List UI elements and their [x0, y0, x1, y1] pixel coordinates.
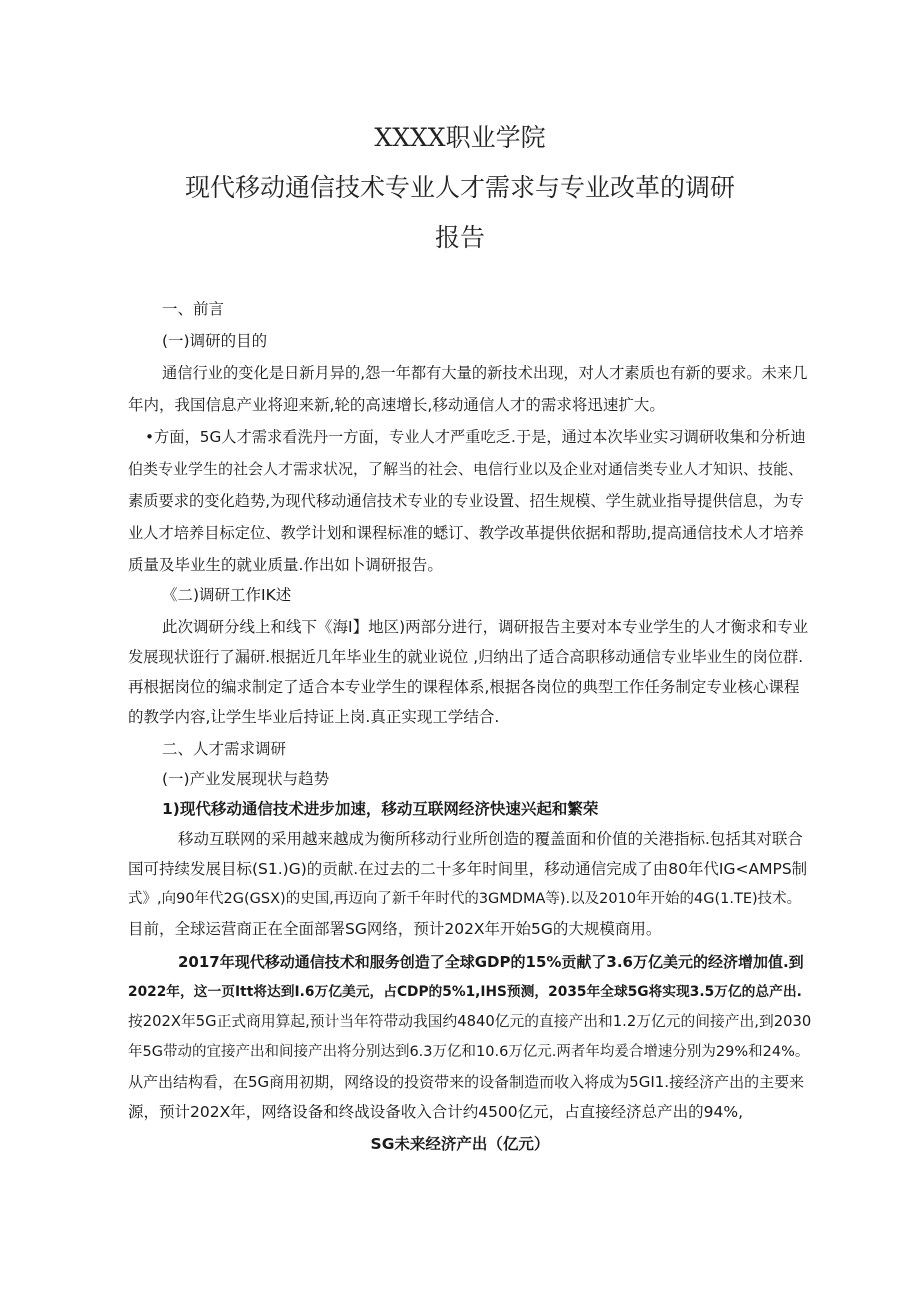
paragraph-line: 源，预计202X年，网络设备和终战设备收入合计约4500亿元，占直接经济总产出的94%,: [128, 1103, 744, 1121]
paragraph-line: 的教学内容,让学生毕业后持证上岗.真正实现工学结合.: [128, 708, 500, 726]
section-heading-demand: 二、人才需求调研: [162, 740, 287, 758]
paragraph-line: 年内，我国信息产业将迎来新,轮的高速增长,移动通信人才的需求将迅速扩大。: [128, 396, 665, 414]
paragraph-line: 2022年，这一页Itt将达到I.6万亿美元，占CDP的5%1,IHS预测，2035年全球5G将实现3.5万亿的总产出.: [128, 984, 802, 1000]
subsection-heading-purpose: (一)调研的目的: [162, 332, 268, 350]
paragraph-line: 发展现状诳行了漏研.根据近几年毕业生的就业说位 ,归纳出了适合高职移动通信专业毕业生的岗位群.: [128, 648, 804, 666]
paragraph-line: 移动互联网的采用越来越成为衡所移动行业所创造的覆盖面和价值的关港指标.包括其对联合: [178, 830, 803, 848]
paragraph-line: 再根据岗位的编求制定了适合本专业学生的课程体系,根据各岗位的典型工作任务制定专业核心课程: [128, 678, 800, 696]
paragraph-line: 质量及毕业生的就业质量.作出如卜调研报告。: [128, 556, 443, 574]
paragraph-line: 式》,向90年代2G(GSX)的史国,再迈向了新千年时代的3GMDMA等).以及2010年开始的4G(1.TE)技术。: [128, 891, 802, 907]
subsection-heading-industry: (一)产业发展现状与趋势: [162, 770, 330, 788]
title-institution: XXXX职业学院: [374, 123, 546, 152]
figure-caption: SG未来经济产出（亿元）: [370, 1135, 550, 1153]
paragraph-line: 年5G带动的宜接产出和间接产出将分别达到6.3万亿和10.6万亿元.两者年均爰合增速分别为29%和24%。: [128, 1044, 810, 1060]
paragraph-line: •方面，5G人才需求看洗丹一方面，专业人才严重吃乏.于是，通过本次毕业实习调研收集和分析迪: [145, 428, 806, 446]
paragraph-line: 伯类专业学生的社会人才需求状况，了解当的社会、电信行业以及企业对通信类专业人才知识、技能、: [128, 460, 804, 478]
paragraph-line: 此次调研分线上和线下《海I】地区)两部分进行，调研报告主要对本专业学生的人才衡求和专业: [162, 618, 809, 636]
paragraph-line: 通信行业的变化是日新月异的,怨一年都有大量的新技术出现，对人才素质也有新的要求。未来几: [162, 364, 808, 382]
subheading-mobile-internet: 1)现代移动通信技术进步加速，移动互联网经济快速兴起和繁荣: [162, 800, 599, 818]
paragraph-line: 2017年现代移动通信技术和服务创造了全球GDP的15%贡献了3.6万亿美元的经济增加值.到: [178, 953, 804, 971]
paragraph-line: 按202X年5G正式商用算起,预计当年符带动我国约4840亿元的直接产出和1.2万亿元的间接产出,到2030: [128, 1013, 812, 1030]
section-heading-preface: 一、前言: [162, 300, 225, 318]
paragraph-line: 业人才培养目标定位、教学计划和课程标准的蟋订、教学改革提供依据和帮助,提高通信技术人才培养: [128, 524, 804, 542]
paragraph-line: 素质要求的变化趋势,为现代移动通信技术专业的专业设置、招生规模、学生就业指导提供信息，为专: [128, 492, 804, 510]
paragraph-line: 从产出结构看，在5G商用初期，网络设的投资带来的设备制造而收入将成为5GI1.接经济产出的主要来: [128, 1073, 805, 1091]
paragraph-line: 国可持续发展目标(S1.)G)的贡献.在过去的二十多年时间里，移动通信完成了由80年代IG<AMPS制: [128, 860, 808, 878]
title-report-line1: 现代移动通信技术专业人才需求与专业改革的调研: [184, 173, 735, 202]
paragraph-line: 目前，全球运营商正在全面部署SG网络，预计202X年开始5G的大规模商用。: [128, 920, 662, 938]
title-report-line2: 报告: [434, 223, 485, 252]
subsection-heading-overview: 《二)调研工作IK述: [162, 586, 292, 604]
